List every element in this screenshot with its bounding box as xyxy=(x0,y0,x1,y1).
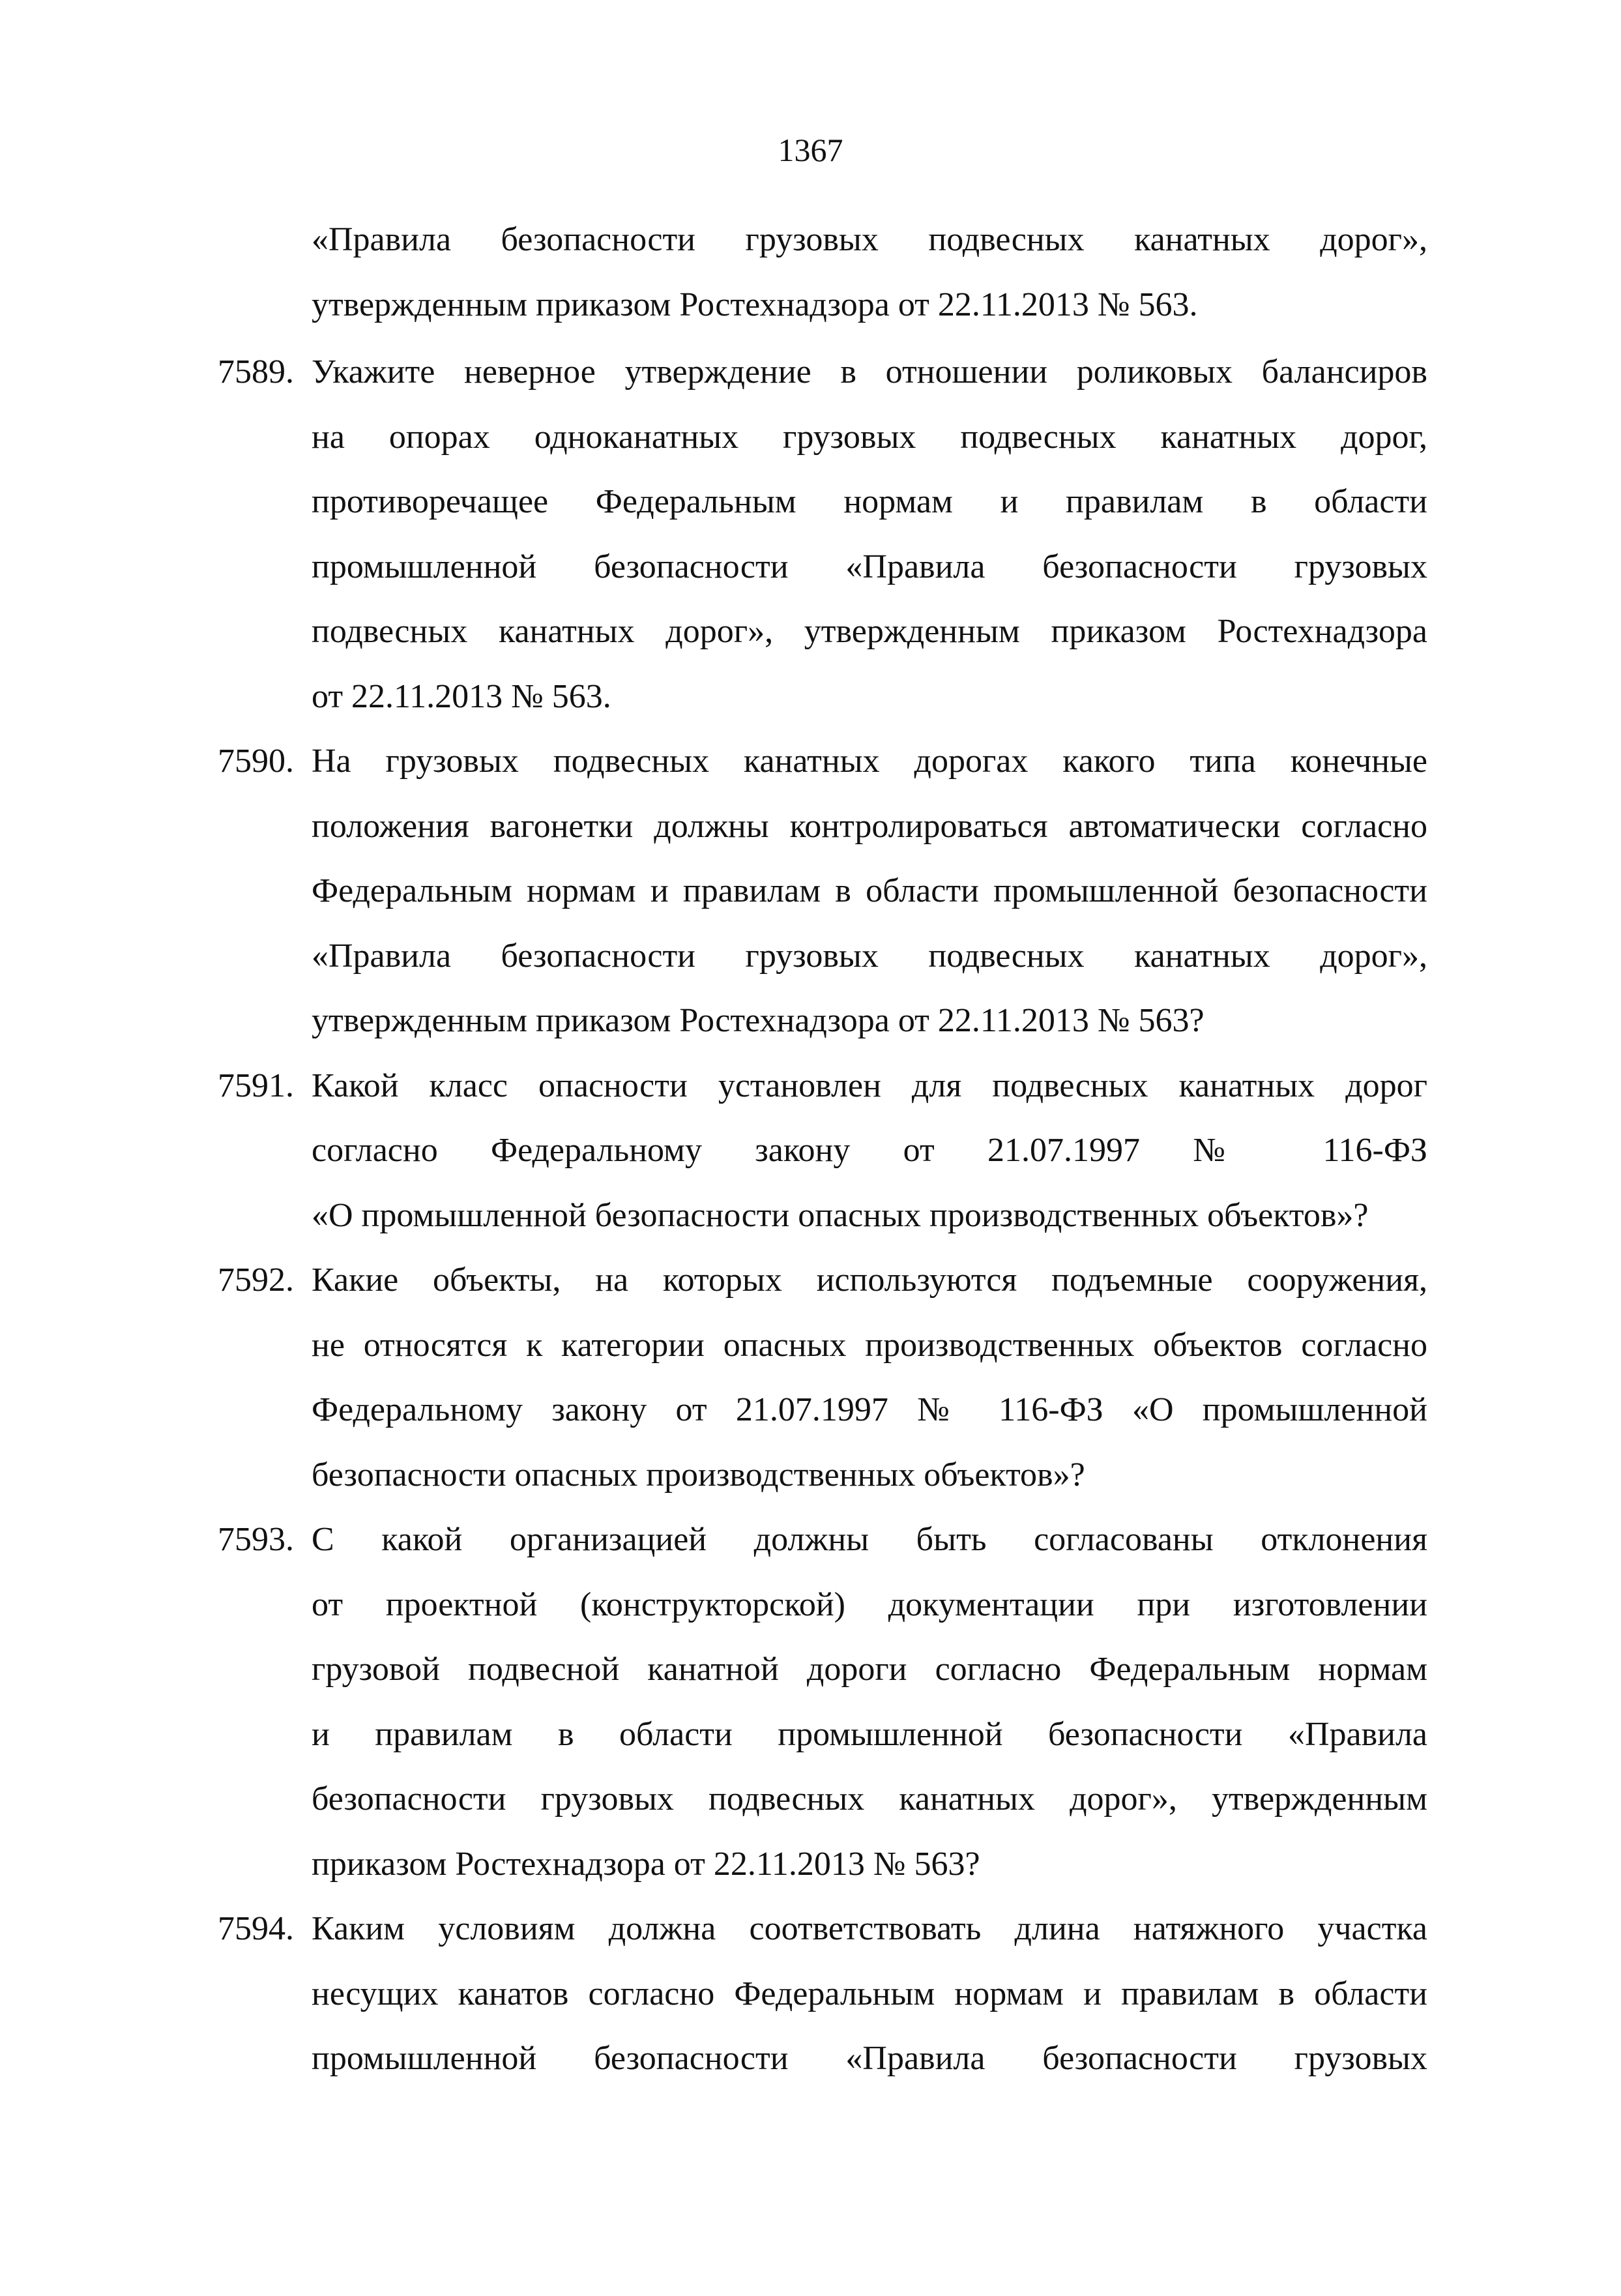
question-number: 7591. xyxy=(218,1067,294,1104)
question-q7593 xyxy=(218,1507,1427,1896)
text-line: согласно Федеральному закону от 21.07.1997 № 116-ФЗ xyxy=(312,1132,1427,1169)
question-number: 7589. xyxy=(218,353,294,390)
text-line: «О промышленной безопасности опасных производственных объектов»? xyxy=(312,1196,1369,1234)
text-line: несущих канатов согласно Федеральным нормам и правилам в области xyxy=(312,1975,1427,2012)
question-q7590 xyxy=(218,729,1427,1053)
question-q7591 xyxy=(218,1053,1427,1248)
text-line: приказом Ростехнадзора от 22.11.2013 № 563? xyxy=(312,1845,980,1883)
text-line: грузовой подвесной канатной дороги согласно Федеральным нормам xyxy=(312,1651,1427,1688)
text-line: С какой организацией должны быть согласованы отклонения xyxy=(312,1521,1427,1558)
text-line: промышленной безопасности «Правила безопасности грузовых xyxy=(312,548,1427,585)
text-line: и правилам в области промышленной безопасности «Правила xyxy=(312,1715,1427,1753)
text-line: Какой класс опасности установлен для подвесных канатных дорог xyxy=(312,1067,1427,1104)
document-body xyxy=(218,207,1427,2091)
question-number: 7593. xyxy=(218,1521,294,1558)
question-number: 7590. xyxy=(218,743,294,780)
text-line: на опорах одноканатных грузовых подвесных канатных дорог, xyxy=(312,418,1427,456)
text-line: Федеральным нормам и правилам в области промышленной безопасности xyxy=(312,872,1427,909)
continued-paragraph xyxy=(218,207,1427,337)
text-line: безопасности грузовых подвесных канатных дорог», утвержденным xyxy=(312,1780,1427,1818)
text-line: утвержденным приказом Ростехнадзора от 22.11.2013 № 563. xyxy=(312,286,1198,323)
text-line: подвесных канатных дорог», утвержденным приказом Ростехнадзора xyxy=(312,613,1427,650)
question-number: 7594. xyxy=(218,1910,294,1947)
text-line: положения вагонетки должны контролироваться автоматически согласно xyxy=(312,807,1427,845)
text-line: безопасности опасных производственных объектов»? xyxy=(312,1456,1085,1494)
text-line: «Правила безопасности грузовых подвесных канатных дорог», xyxy=(312,937,1427,975)
text-line: На грузовых подвесных канатных дорогах какого типа конечные xyxy=(312,743,1427,780)
text-line: от проектной (конструкторской) документации при изготовлении xyxy=(312,1585,1427,1623)
text-line: промышленной безопасности «Правила безопасности грузовых xyxy=(312,2040,1427,2077)
question-q7589 xyxy=(218,340,1427,729)
page-number: 1367 xyxy=(778,132,843,168)
text-line: Каким условиям должна соответствовать длина натяжного участка xyxy=(312,1910,1427,1947)
text-line: «Правила безопасности грузовых подвесных канатных дорог», xyxy=(312,221,1427,258)
text-line: не относятся к категории опасных производственных объектов согласно xyxy=(312,1326,1427,1364)
question-number: 7592. xyxy=(218,1261,294,1299)
text-line: противоречащее Федеральным нормам и правилам в области xyxy=(312,483,1427,520)
text-line: утвержденным приказом Ростехнадзора от 22.11.2013 № 563? xyxy=(312,1002,1205,1039)
text-line: Какие объекты, на которых используются подъемные сооружения, xyxy=(312,1261,1427,1299)
text-line: от 22.11.2013 № 563. xyxy=(312,677,611,715)
text-line: Федеральному закону от 21.07.1997 № 116-ФЗ «О промышленной xyxy=(312,1391,1427,1428)
text-line: Укажите неверное утверждение в отношении роликовых балансиров xyxy=(312,353,1427,390)
question-q7592 xyxy=(218,1248,1427,1507)
question-q7594 xyxy=(218,1896,1427,2091)
